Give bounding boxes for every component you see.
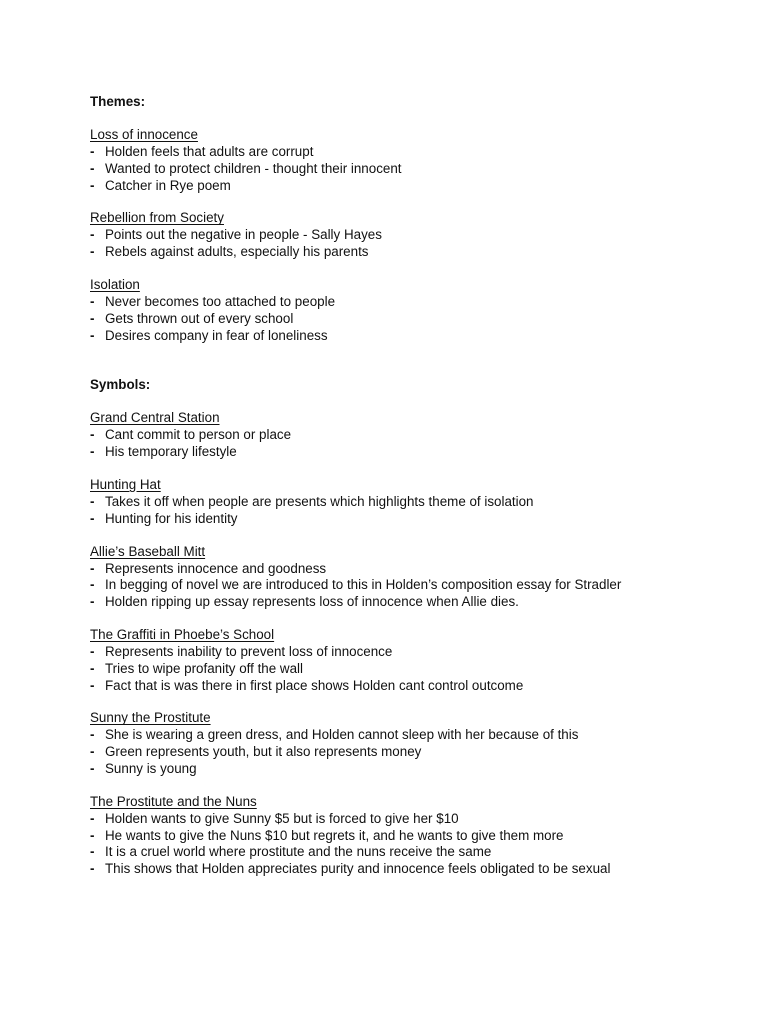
list-item-text: Holden ripping up essay represents loss of innocence when Allie dies. <box>105 594 519 610</box>
group-spacer <box>90 611 750 627</box>
list-item <box>90 561 750 578</box>
group-title: The Graffiti in Phoebe’s School <box>90 626 275 642</box>
list-item-text: Catcher in Rye poem <box>105 177 231 193</box>
group-title: Loss of innocence <box>90 127 198 142</box>
section-heading: Themes: <box>90 94 146 109</box>
list-item <box>90 444 750 461</box>
dash-bullet-icon: - <box>90 727 95 743</box>
dash-bullet-icon: - <box>90 677 95 693</box>
list-item-text: Green represents youth, but it also represents money <box>105 744 422 760</box>
dash-bullet-icon: - <box>90 444 95 460</box>
dash-bullet-icon: - <box>90 144 95 159</box>
list-item-text: His temporary lifestyle <box>105 444 237 460</box>
dash-bullet-icon: - <box>90 827 95 843</box>
group-title: The Prostitute and the Nuns <box>90 793 257 809</box>
list-item-text: Takes it off when people are presents which highlights theme of isolation <box>105 493 534 509</box>
list-item <box>90 511 750 528</box>
heading-spacer <box>90 111 750 127</box>
dash-bullet-icon: - <box>90 660 95 676</box>
dash-bullet-icon: - <box>90 810 95 826</box>
list-item-text: It is a cruel world where prostitute and the nuns receive the same <box>105 844 492 860</box>
dash-bullet-icon: - <box>90 244 95 260</box>
list-item <box>90 727 750 744</box>
dash-bullet-icon: - <box>90 510 95 526</box>
list-item-text: He wants to give the Nuns $10 but regrets it, and he wants to give them more <box>105 827 564 843</box>
list-item-text: Desires company in fear of loneliness <box>105 327 328 343</box>
group-spacer <box>90 778 750 794</box>
list-item <box>90 594 750 611</box>
list-item-text: She is wearing a green dress, and Holden cannot sleep with her because of this <box>105 727 579 743</box>
list-item <box>90 178 750 195</box>
group-title: Sunny the Prostitute <box>90 710 211 726</box>
list-item-text: Rebels against adults, especially his parents <box>105 244 369 260</box>
list-item-text: Points out the negative in people - Sally Hayes <box>105 227 382 243</box>
group-spacer <box>90 694 750 710</box>
dash-bullet-icon: - <box>90 227 95 243</box>
heading-spacer <box>90 394 750 410</box>
dash-bullet-icon: - <box>90 594 95 610</box>
list-item <box>90 328 750 345</box>
dash-bullet-icon: - <box>90 560 95 576</box>
list-item <box>90 844 750 861</box>
list-item <box>90 861 750 878</box>
list-item <box>90 311 750 328</box>
group-title: Grand Central Station <box>90 410 220 426</box>
list-item-text: Tries to wipe profanity off the wall <box>105 660 303 676</box>
dash-bullet-icon: - <box>90 744 95 760</box>
list-item-text: In begging of novel we are introduced to this in Holden’s composition essay for Stradler <box>105 577 622 593</box>
list-item-text: Holden wants to give Sunny $5 but is forced to give her $10 <box>105 810 459 826</box>
group-spacer <box>90 528 750 544</box>
dash-bullet-icon: - <box>90 577 95 593</box>
list-item <box>90 678 750 695</box>
dash-bullet-icon: - <box>90 293 95 309</box>
section-spacer <box>90 344 750 377</box>
section-heading: Symbols: <box>90 377 151 393</box>
list-item <box>90 811 750 828</box>
list-item <box>90 828 750 845</box>
list-item-text: Represents inability to prevent loss of innocence <box>105 643 393 659</box>
list-item <box>90 227 750 244</box>
list-item <box>90 494 750 511</box>
dash-bullet-icon: - <box>90 760 95 776</box>
list-item <box>90 744 750 761</box>
list-item-text: Cant commit to person or place <box>105 427 292 443</box>
group-spacer <box>90 194 750 210</box>
dash-bullet-icon: - <box>90 160 95 176</box>
list-item <box>90 294 750 311</box>
list-item-text: Gets thrown out of every school <box>105 310 294 326</box>
document-page <box>90 94 750 878</box>
list-item-text: Holden feels that adults are corrupt <box>105 144 314 159</box>
list-item-text: Wanted to protect children - thought their innocent <box>105 160 402 176</box>
list-item <box>90 761 750 778</box>
list-item <box>90 644 750 661</box>
list-item <box>90 661 750 678</box>
list-item <box>90 577 750 594</box>
list-item-text: Represents innocence and goodness <box>105 560 327 576</box>
dash-bullet-icon: - <box>90 493 95 509</box>
dash-bullet-icon: - <box>90 861 95 877</box>
group-title: Isolation <box>90 276 140 292</box>
list-item <box>90 144 750 161</box>
list-item <box>90 427 750 444</box>
list-item-text: Fact that is was there in first place shows Holden cant control outcome <box>105 677 524 693</box>
list-item-text: Hunting for his identity <box>105 510 238 526</box>
group-title: Rebellion from Society <box>90 210 224 226</box>
list-item-text: This shows that Holden appreciates purity and innocence feels obligated to be sexual <box>105 861 611 877</box>
dash-bullet-icon: - <box>90 643 95 659</box>
group-spacer <box>90 261 750 277</box>
dash-bullet-icon: - <box>90 177 95 193</box>
list-item <box>90 244 750 261</box>
list-item <box>90 161 750 178</box>
dash-bullet-icon: - <box>90 844 95 860</box>
group-title: Hunting Hat <box>90 476 161 492</box>
group-title: Allie’s Baseball Mitt <box>90 543 206 559</box>
dash-bullet-icon: - <box>90 310 95 326</box>
dash-bullet-icon: - <box>90 327 95 343</box>
list-item-text: Sunny is young <box>105 760 197 776</box>
list-item-text: Never becomes too attached to people <box>105 293 336 309</box>
group-spacer <box>90 461 750 477</box>
dash-bullet-icon: - <box>90 427 95 443</box>
